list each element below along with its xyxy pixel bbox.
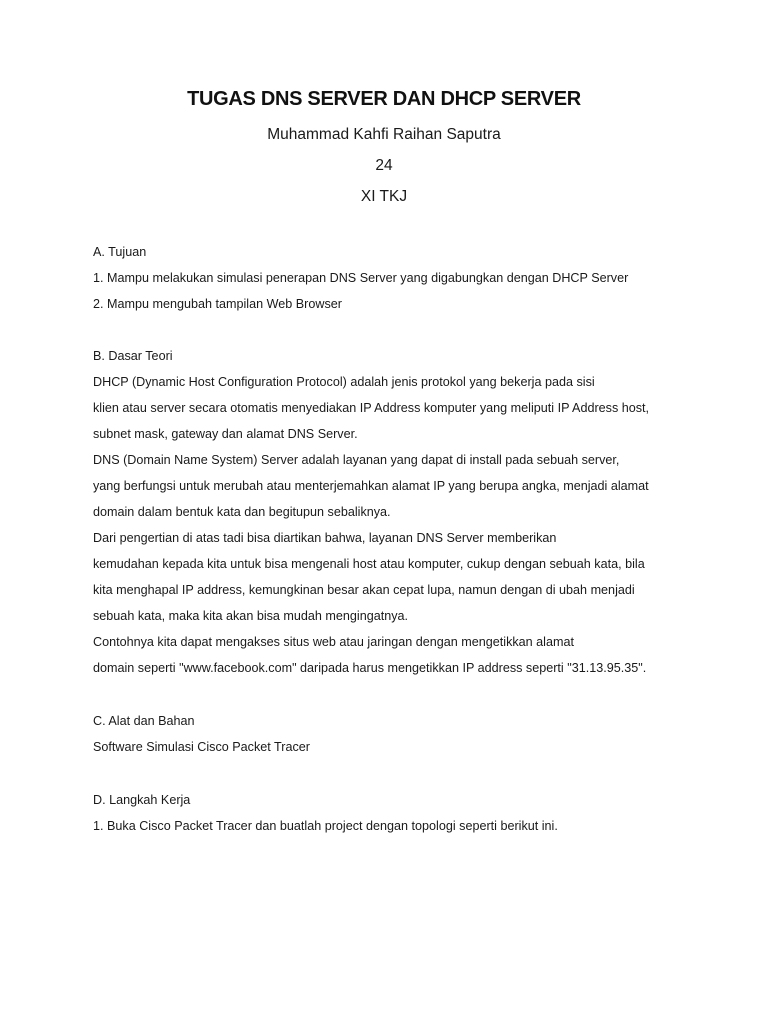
section-b-line: subnet mask, gateway dan alamat DNS Server. bbox=[93, 427, 358, 441]
section-b-heading: B. Dasar Teori bbox=[93, 349, 173, 363]
section-b-line: kita menghapal IP address, kemungkinan besar akan cepat lupa, namun dengan di ubah menjadi bbox=[93, 583, 635, 597]
section-b-line: Dari pengertian di atas tadi bisa diartikan bahwa, layanan DNS Server memberikan bbox=[93, 531, 557, 545]
author-name: Muhammad Kahfi Raihan Saputra bbox=[267, 126, 501, 143]
document-title: TUGAS DNS SERVER DAN DHCP SERVER bbox=[187, 88, 581, 110]
section-b-line: kemudahan kepada kita untuk bisa mengenali host atau komputer, cukup dengan sebuah kata, bila bbox=[93, 557, 645, 571]
section-a-item: 1. Mampu melakukan simulasi penerapan DNS Server yang digabungkan dengan DHCP Server bbox=[93, 271, 629, 285]
section-a-heading: A. Tujuan bbox=[93, 245, 147, 259]
section-b-line: domain dalam bentuk kata dan begitupun sebaliknya. bbox=[93, 505, 391, 519]
section-a-item: 2. Mampu mengubah tampilan Web Browser bbox=[93, 297, 342, 311]
section-b-line: DHCP (Dynamic Host Configuration Protocol) adalah jenis protokol yang bekerja pada sisi bbox=[93, 375, 595, 389]
section-d-line: 1. Buka Cisco Packet Tracer dan buatlah project dengan topologi seperti berikut ini. bbox=[93, 819, 558, 833]
section-b-line: klien atau server secara otomatis menyediakan IP Address komputer yang meliputi IP Address host, bbox=[93, 401, 650, 415]
section-b-line: DNS (Domain Name System) Server adalah layanan yang dapat di install pada sebuah server, bbox=[93, 453, 620, 467]
section-c-line: Software Simulasi Cisco Packet Tracer bbox=[93, 740, 310, 754]
section-b-line: Contohnya kita dapat mengakses situs web atau jaringan dengan mengetikkan alamat bbox=[93, 635, 574, 649]
section-b-line: domain seperti "www.facebook.com" daripada harus mengetikkan IP address seperti "31.13.95.35". bbox=[93, 661, 647, 675]
section-d-heading: D. Langkah Kerja bbox=[93, 793, 191, 807]
section-c-heading: C. Alat dan Bahan bbox=[93, 714, 195, 728]
section-b-line: yang berfungsi untuk merubah atau menterjemahkan alamat IP yang berupa angka, menjadi alamat bbox=[93, 479, 649, 493]
student-class: XI TKJ bbox=[360, 188, 408, 205]
section-b-line: sebuah kata, maka kita akan bisa mudah mengingatnya. bbox=[93, 609, 409, 623]
student-number: 24 bbox=[375, 157, 393, 174]
